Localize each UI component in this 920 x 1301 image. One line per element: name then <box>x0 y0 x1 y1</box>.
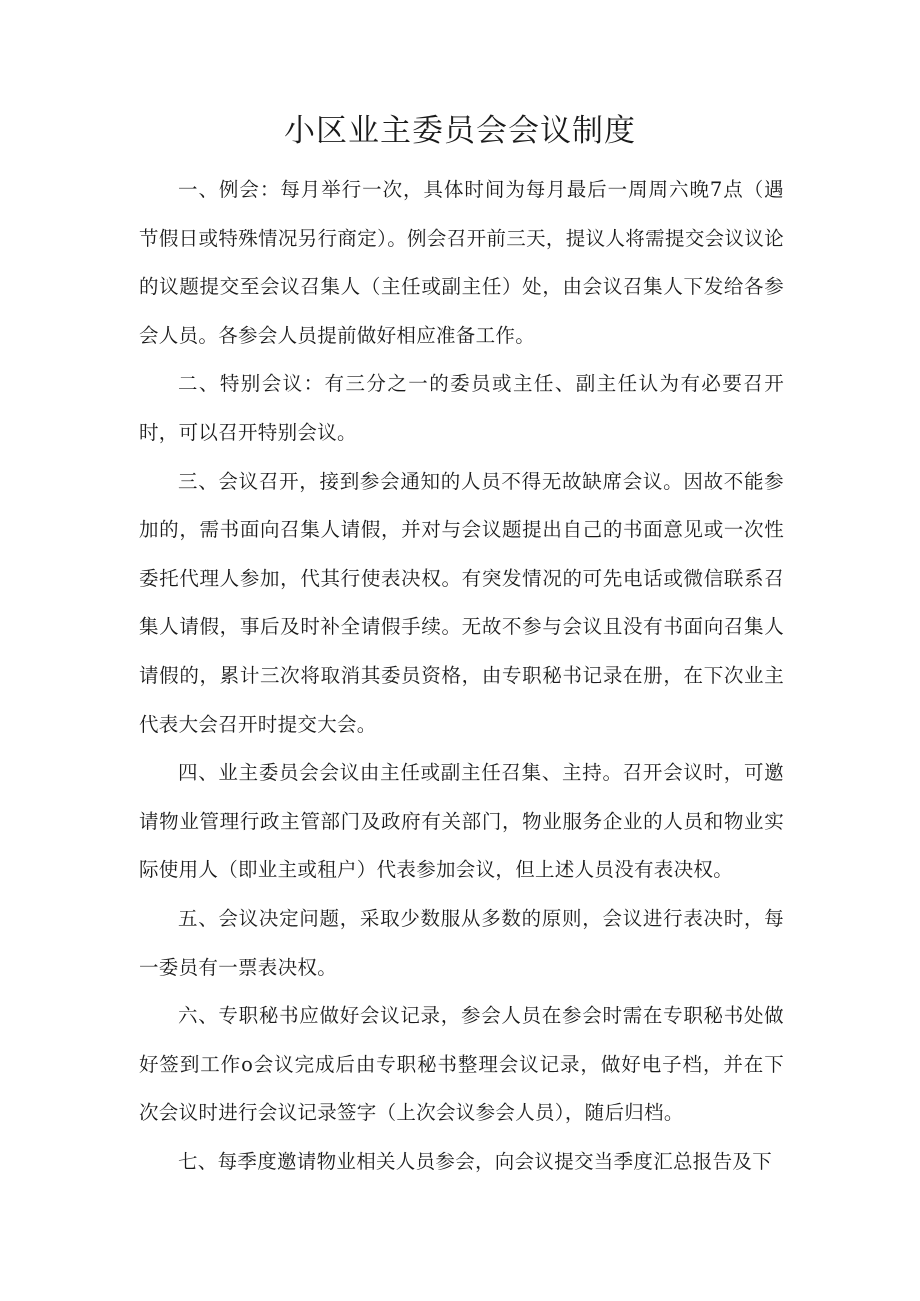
document-title: 小区业主委员会会议制度 <box>284 113 636 149</box>
paragraph-voting-rules: 五、会议决定问题，采取少数服从多数的原则，会议进行表决时，每一委员有一票表决权。 <box>139 906 784 979</box>
paragraph-special-meeting: 二、特别会议：有三分之一的委员或主任、副主任认为有必要召开时，可以召开特别会议。 <box>139 372 784 444</box>
paragraph-meeting-attendance: 三、会议召开，接到参会通知的人员不得无故缺席会议。因故不能参加的，需书面向召集人请假，并对与会议题提出自己的书面意见或一次性委托代理人参加，代其行使表决权。有突发情况的可先电话或微信联系召集人请假，事后及时补全请假手续。无故不参与会议且没有书面向召集人请假的，累计三次将取消其委员资格，由专职秘书记录在册，在下次业主代表大会召开时提交大会。 <box>139 469 784 736</box>
paragraph-meeting-records: 六、专职秘书应做好会议记录，参会人员在参会时需在专职秘书处做好签到工作o会议完成后由专职秘书整理会议记录，做好电子档，并在下次会议时进行会议记录签字（上次会议参会人员），随后归档。 <box>139 1004 784 1125</box>
paragraph-meeting-convening: 四、业主委员会会议由主任或副主任召集、主持。召开会议时，可邀请物业管理行政主管部门及政府有关部门，物业服务企业的人员和物业实际使用人（即业主或租户）代表参加会议，但上述人员没有表决权。 <box>139 761 784 882</box>
paragraph-quarterly-report: 七、每季度邀请物业相关人员参会，向会议提交当季度汇总报告及下 <box>178 1149 773 1173</box>
document-body <box>139 166 784 1186</box>
paragraph-regular-meeting: 一、例会：每月举行一次，具体时间为每月最后一周周六晚7点（遇节假日或特殊情况另行商定）。例会召开前三天，提议人将需提交会议议论的议题提交至会议召集人（主任或副主任）处，由会议召集人下发给各参会人员。各参会人员提前做好相应准备工作。 <box>139 178 784 347</box>
